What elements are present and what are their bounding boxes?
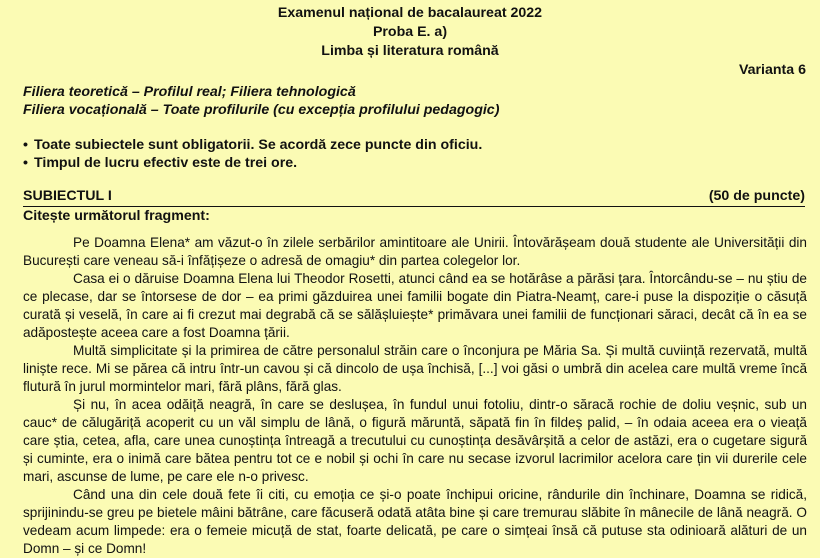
filiere-block [23, 83, 499, 119]
subject-title: SUBIECTUL I [23, 188, 112, 204]
instruction-text: Citește următorul fragment: [23, 208, 210, 224]
filiera-line-1: Filiera teoretică – Profilul real; Filiera tehnologică [23, 84, 356, 100]
rule-item: • Toate subiectele sunt obligatorii. Se acordă zece puncte din oficiu. [23, 136, 482, 154]
exam-rules-list [23, 136, 482, 172]
exam-header [0, 4, 820, 61]
variant-label: Varianta 6 [738, 62, 806, 78]
fragment-paragraph: Multă simplicitate și la primirea de către personalul străin care o înconjura pe Măria Sa. Și multă cuviință rezervată, multă liniște rece. Mi se părea că intru într-un cavou și că dincolo de ușa închisă, [...] voi găsi o umbră din acelea care multă vreme încă flutură în jurul mormintelor mari, fără plâns, fără glas. [23, 343, 807, 394]
fragment-paragraph: Casa ei o dăruise Doamna Elena lui Theodor Rosetti, atunci când ea se hotărâse a părăsi țara. Întorcându-se – nu știu de ce plecase, dar se întorsese de dor – ea primi găzduirea unei familii bogate din Piatra-Neamț, care-i puse la dispoziție o căsuță curată și veselă, în care ai fi crezut mai degrabă că se sălășluiește* primăvara unei familii de funcționari săraci, decât că în ea se adăpostește aceea care a fost Doamna țării. [23, 271, 807, 340]
fragment-paragraph: Când una din cele două fete îi citi, cu emoția ce și-o poate închipui oricine, rândurile din închinare, Doamna se ridică, sprijinindu-se greu pe bietele mâini bătrâne, care făcuseră odată atâta bine și care tremurau slăbite în mânecile de lână neagră. O vedeam acum limpede: era o femeie micuță de stat, foarte delicată, pe care o simțeai însă că putuse sta odinioară alături de un Domn – și ce Domn! [23, 487, 807, 556]
fragment-paragraph: Pe Doamna Elena* am văzut-o în zilele serbărilor amintitoare ale Unirii. Întovărășeam două studente ale Universității din București care veneau să-i înfățișeze o adresă de omagiu* din partea colegelor lor. [23, 235, 807, 268]
literary-fragment [23, 234, 807, 558]
filiera-line-2: Filiera vocațională – Toate profilurile (cu excepția profilului pedagogic) [23, 102, 500, 118]
subject-points: (50 de puncte) [708, 188, 805, 204]
exam-subject-name: Limba și literatura română [321, 43, 499, 59]
exam-test-code: Proba E. a) [372, 24, 448, 40]
fragment-paragraph: Și nu, în acea odăiță neagră, în care se deslușea, în fundul unui fotoliu, dintr-o săracă rochie de doliu veșnic, sub un cauc* de călugăriță acoperit cu un văl simplu de lână, o figură măruntă, săpată fin în fildeș palid, – în odaia aceea era o vieață care știa, cetea, afla, care unea cunoștința întreagă a trecutului cu cunoștința desăvârșită a celor de astăzi, era o cugetare sigură și cuminte, era o inimă care bătea pentru tot ce e nobil și ochi în care nu secase izvorul lacrimilor acelora care țin vii durerile cele mari, ascunse de lume, pe care ele n-o privesc. [23, 397, 807, 484]
subject-heading [23, 187, 805, 207]
rule-item: • Timpul de lucru efectiv este de trei ore. [23, 154, 482, 172]
exam-title: Examenul național de bacalaureat 2022 [277, 5, 543, 21]
